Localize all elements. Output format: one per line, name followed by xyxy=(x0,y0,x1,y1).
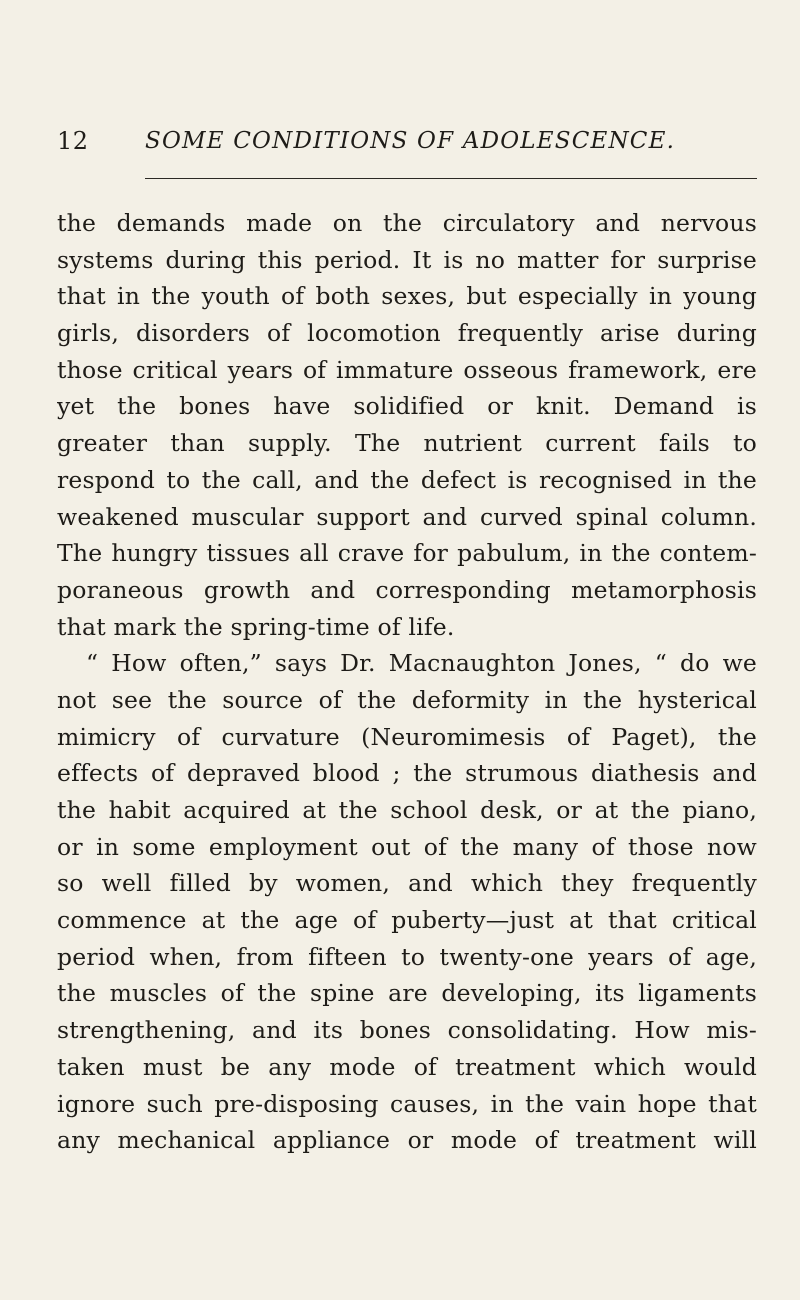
text-line: systems during this period. It is no matter for surprise xyxy=(57,245,757,274)
text-line: that in the youth of both sexes, but especially in young xyxy=(57,282,757,311)
body-text xyxy=(57,205,757,1159)
text-line: so well filled by women, and which they frequently xyxy=(57,869,757,898)
page-number: 12 xyxy=(57,127,89,155)
text-line: those critical years of immature osseous framework, ere xyxy=(57,355,757,384)
text-line: greater than supply. The nutrient current fails to xyxy=(57,429,757,458)
text-line: strengthening, and its bones consolidating. How mis- xyxy=(57,1016,757,1045)
text-line: period when, from fifteen to twenty-one years of age, xyxy=(57,942,757,971)
paragraph-start-line: “ How often,” says Dr. Macnaughton Jones, “ do we xyxy=(86,649,757,678)
text-line: ignore such pre-disposing causes, in the vain hope that xyxy=(57,1089,757,1118)
text-line: weakened muscular support and curved spinal column. xyxy=(57,502,757,531)
text-line: yet the bones have solidified or knit. Demand is xyxy=(57,392,757,421)
text-line: poraneous growth and corresponding metamorphosis xyxy=(57,575,757,604)
text-line: any mechanical appliance or mode of treatment will xyxy=(57,1126,757,1155)
text-line: not see the source of the deformity in the hysterical xyxy=(57,685,757,714)
page-header xyxy=(57,125,757,165)
text-line: taken must be any mode of treatment which would xyxy=(57,1052,757,1081)
running-title: SOME CONDITIONS OF ADOLESCENCE. xyxy=(145,128,676,154)
text-line: mimicry of curvature (Neuromimesis of Paget), the xyxy=(57,722,757,751)
paragraph-end-line: that mark the spring-time of life. xyxy=(57,612,455,641)
header-rule xyxy=(145,178,757,179)
text-line: the demands made on the circulatory and nervous xyxy=(57,209,757,237)
text-line: the habit acquired at the school desk, or at the piano, xyxy=(57,796,757,824)
text-line: respond to the call, and the defect is recognised in the xyxy=(57,465,757,494)
text-line: or in some employment out of the many of those now xyxy=(57,832,757,861)
text-line: commence at the age of puberty—just at that critical xyxy=(57,906,757,935)
text-line: girls, disorders of locomotion frequently arise during xyxy=(57,319,757,348)
text-line: The hungry tissues all crave for pabulum, in the contem- xyxy=(57,539,757,568)
text-line: the muscles of the spine are developing, its ligaments xyxy=(57,979,757,1008)
text-line: effects of depraved blood ; the strumous diathesis and xyxy=(57,759,757,788)
